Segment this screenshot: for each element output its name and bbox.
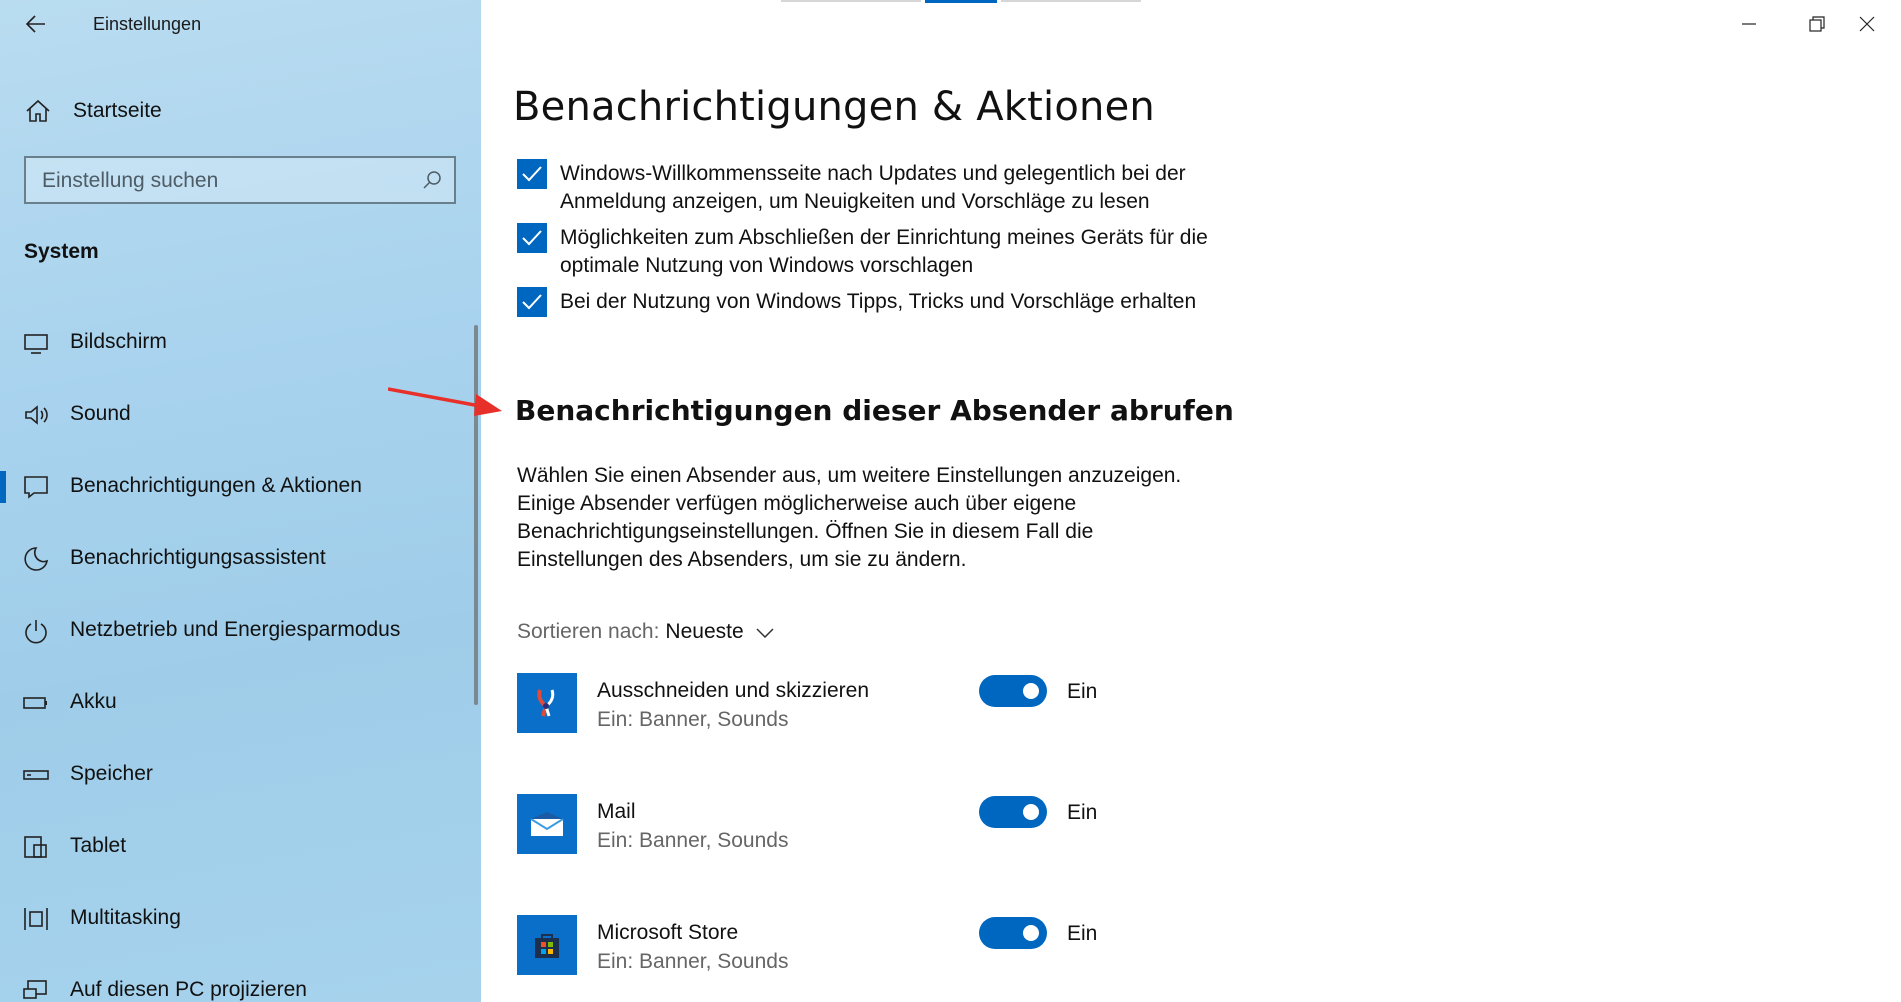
senders-title: Benachrichtigungen dieser Absender abrufen xyxy=(515,394,1234,427)
storage-icon xyxy=(22,761,50,789)
search-placeholder: Einstellung suchen xyxy=(42,169,219,192)
search-input[interactable] xyxy=(24,156,456,204)
sender-status: Ein: Banner, Sounds xyxy=(597,708,789,731)
sidebar-scrollbar[interactable] xyxy=(474,325,478,705)
indicator-segment xyxy=(781,0,921,2)
sidebar-item-tablet[interactable] xyxy=(0,821,470,873)
back-button[interactable] xyxy=(18,8,54,40)
sidebar-item-label: Tablet xyxy=(70,834,127,857)
toggle-label: Ein xyxy=(1067,680,1098,703)
sidebar-item-label: Akku xyxy=(70,690,117,713)
sort-value: Neueste xyxy=(665,620,744,643)
toggle-knob xyxy=(1023,683,1039,699)
sender-name: Microsoft Store xyxy=(597,921,739,944)
sender-row-snip-sketch[interactable] xyxy=(517,673,1157,753)
mail-glyph xyxy=(529,811,565,837)
sidebar-item-netzbetrieb[interactable] xyxy=(0,605,470,657)
sidebar-item-label: Bildschirm xyxy=(70,330,167,353)
sidebar-item-benachrichtigungen[interactable] xyxy=(0,461,470,513)
sender-name: Mail xyxy=(597,800,636,823)
toggle-knob xyxy=(1023,804,1039,820)
battery-icon xyxy=(22,689,50,717)
multitasking-icon xyxy=(22,905,50,933)
close-icon xyxy=(1859,16,1875,32)
indicator-segment xyxy=(1001,0,1141,2)
sender-toggle[interactable] xyxy=(979,917,1047,949)
minimize-icon xyxy=(1741,16,1757,32)
notification-icon xyxy=(22,473,50,501)
sidebar-item-speicher[interactable] xyxy=(0,749,470,801)
sidebar-item-benachrichtigungsassistent[interactable] xyxy=(0,533,470,585)
indicator-segment-active xyxy=(925,0,997,3)
sender-toggle[interactable] xyxy=(979,675,1047,707)
snip-sketch-icon[interactable] xyxy=(517,673,577,733)
app-title: Einstellungen xyxy=(93,14,202,34)
title-bar xyxy=(0,0,481,48)
mail-icon[interactable] xyxy=(517,794,577,854)
sender-status: Ein: Banner, Sounds xyxy=(597,950,789,973)
minimize-button[interactable] xyxy=(1715,0,1783,48)
sender-row-mail[interactable] xyxy=(517,794,1157,874)
checkbox-label: Möglichkeiten zum Abschließen der Einrichtung meines Geräts für die optimale Nutzung von Windows vorschlagen xyxy=(560,226,1208,277)
annotation-arrow-icon xyxy=(388,384,504,418)
checkbox-label: Bei der Nutzung von Windows Tipps, Tricks und Vorschläge erhalten xyxy=(560,290,1197,313)
sidebar-item-label: Benachrichtigungsassistent xyxy=(70,546,326,569)
checkmark-icon xyxy=(521,293,543,311)
checkbox-label: Windows-Willkommensseite nach Updates und gelegentlich bei der Anmeldung anzeigen, um Neuigkeiten und Vorschläge zu lesen xyxy=(560,162,1186,213)
sidebar-item-akku[interactable] xyxy=(0,677,470,729)
sidebar-item-label: Auf diesen PC projizieren xyxy=(70,978,307,1001)
page-title: Benachrichtigungen & Aktionen xyxy=(513,84,1155,130)
checkmark-icon xyxy=(521,165,543,183)
section-title-system: System xyxy=(24,240,99,263)
sort-label: Sortieren nach: xyxy=(517,620,660,643)
home-label: Startseite xyxy=(73,99,162,122)
sidebar-item-multitasking[interactable] xyxy=(0,893,470,945)
speaker-icon xyxy=(22,401,50,429)
main-content xyxy=(481,0,1901,1002)
restore-icon xyxy=(1809,16,1825,32)
toggle-knob xyxy=(1023,925,1039,941)
checkbox-tips[interactable] xyxy=(517,287,1237,319)
search-icon[interactable] xyxy=(422,170,442,190)
senders-description: Wählen Sie einen Absender aus, um weitere Einstellungen anzuzeigen. Einige Absender verfügen möglicherweise auch über eigene Benachrichtigungseinstellungen. Öffnen Sie in diesem Fall die Einstellungen des Absenders, um sie zu ändern. xyxy=(517,464,1182,571)
home-link[interactable] xyxy=(0,88,481,134)
sender-row-store[interactable] xyxy=(517,915,1157,995)
power-icon xyxy=(22,617,50,645)
sidebar-item-label: Multitasking xyxy=(70,906,181,929)
home-icon xyxy=(24,97,52,125)
close-button[interactable] xyxy=(1833,0,1901,48)
sender-toggle[interactable] xyxy=(979,796,1047,828)
store-icon[interactable] xyxy=(517,915,577,975)
checkbox[interactable] xyxy=(517,287,547,317)
sidebar-item-label: Netzbetrieb und Energiesparmodus xyxy=(70,618,401,641)
checkbox-setup-suggestions[interactable] xyxy=(517,223,1237,279)
sidebar-item-label: Speicher xyxy=(70,762,153,785)
sidebar-item-label: Benachrichtigungen & Aktionen xyxy=(70,474,362,497)
checkbox[interactable] xyxy=(517,159,547,189)
sidebar xyxy=(0,0,481,1002)
toggle-label: Ein xyxy=(1067,922,1098,945)
project-icon xyxy=(22,977,50,1002)
moon-icon xyxy=(22,545,50,573)
monitor-icon xyxy=(22,329,50,357)
snip-sketch-glyph xyxy=(530,686,564,720)
toggle-label: Ein xyxy=(1067,801,1098,824)
sidebar-item-bildschirm[interactable] xyxy=(0,317,470,369)
sender-status: Ein: Banner, Sounds xyxy=(597,829,789,852)
checkbox-welcome-page[interactable] xyxy=(517,159,1237,215)
checkbox[interactable] xyxy=(517,223,547,253)
sidebar-item-projizieren[interactable] xyxy=(0,965,470,1002)
tablet-icon xyxy=(22,833,50,861)
sort-dropdown[interactable] xyxy=(517,620,774,644)
sender-name: Ausschneiden und skizzieren xyxy=(597,679,869,702)
arrow-left-icon xyxy=(26,15,46,33)
top-indicator xyxy=(781,0,1141,3)
store-glyph xyxy=(532,930,562,960)
chevron-down-icon xyxy=(756,628,774,638)
checkmark-icon xyxy=(521,229,543,247)
sidebar-item-label: Sound xyxy=(70,402,131,425)
